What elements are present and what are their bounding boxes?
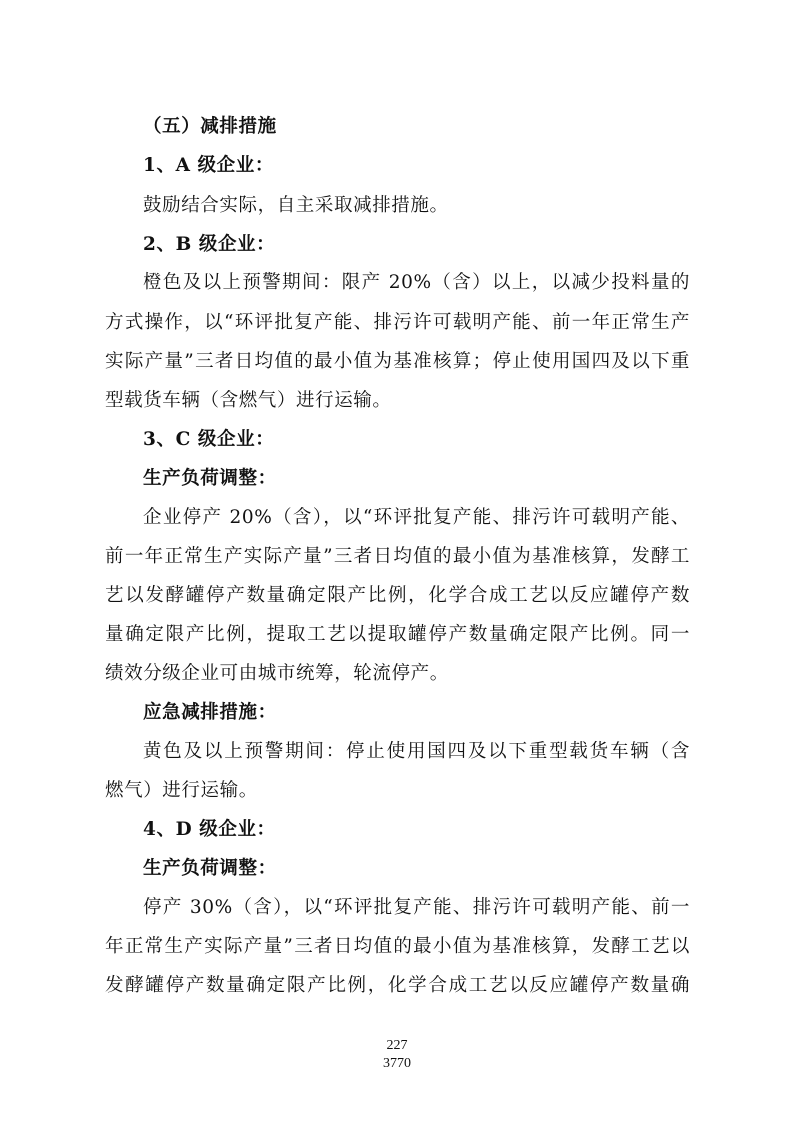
subheading-production-load: 生产负荷调整：	[143, 468, 277, 489]
paragraph-line: 橙色及以上预警期间：限产 20%（含）以上，以减少投料量的	[143, 272, 690, 293]
subheading-production-load: 生产负荷调整：	[143, 858, 277, 879]
page-number-total: 3770	[383, 1056, 411, 1071]
paragraph-line: 绩效分级企业可由城市统筹，轮流停产。	[105, 663, 449, 684]
subheading-d-level: 4、D 级企业：	[143, 819, 276, 840]
paragraph-line: 企业停产 20%（含），以“环评批复产能、排污许可载明产能、	[143, 507, 690, 528]
paragraph-line: 燃气）进行运输。	[105, 780, 258, 801]
paragraph-line: 黄色及以上预警期间：停止使用国四及以下重型载货车辆（含	[143, 741, 690, 762]
subheading-c-level: 3、C 级企业：	[143, 429, 275, 450]
paragraph-line: 前一年正常生产实际产量”三者日均值的最小值为基准核算，发酵工	[105, 546, 690, 567]
paragraph-line: 量确定限产比例，提取工艺以提取罐停产数量确定限产比例。同一	[105, 624, 690, 645]
section-heading: （五）减排措施	[143, 116, 277, 137]
paragraph-line: 年正常生产实际产量”三者日均值的最小值为基准核算，发酵工艺以	[105, 936, 690, 957]
paragraph-line: 艺以发酵罐停产数量确定限产比例，化学合成工艺以反应罐停产数	[105, 585, 690, 606]
paragraph-line: 鼓励结合实际，自主采取减排措施。	[143, 195, 449, 216]
paragraph-line: 发酵罐停产数量确定限产比例，化学合成工艺以反应罐停产数量确	[105, 975, 690, 996]
subheading-b-level: 2、B 级企业：	[143, 234, 276, 255]
page-number: 227	[386, 1038, 408, 1053]
paragraph-line: 方式操作，以“环评批复产能、排污许可载明产能、前一年正常生产	[105, 312, 690, 333]
paragraph-line: 型载货车辆（含燃气）进行运输。	[105, 390, 392, 411]
subheading-emergency-measures: 应急减排措施：	[143, 702, 277, 723]
subheading-a-level: 1、A 级企业：	[143, 155, 274, 176]
paragraph-line: 停产 30%（含），以“环评批复产能、排污许可载明产能、前一	[143, 897, 690, 918]
paragraph-line: 实际产量”三者日均值的最小值为基准核算；停止使用国四及以下重	[105, 351, 690, 372]
